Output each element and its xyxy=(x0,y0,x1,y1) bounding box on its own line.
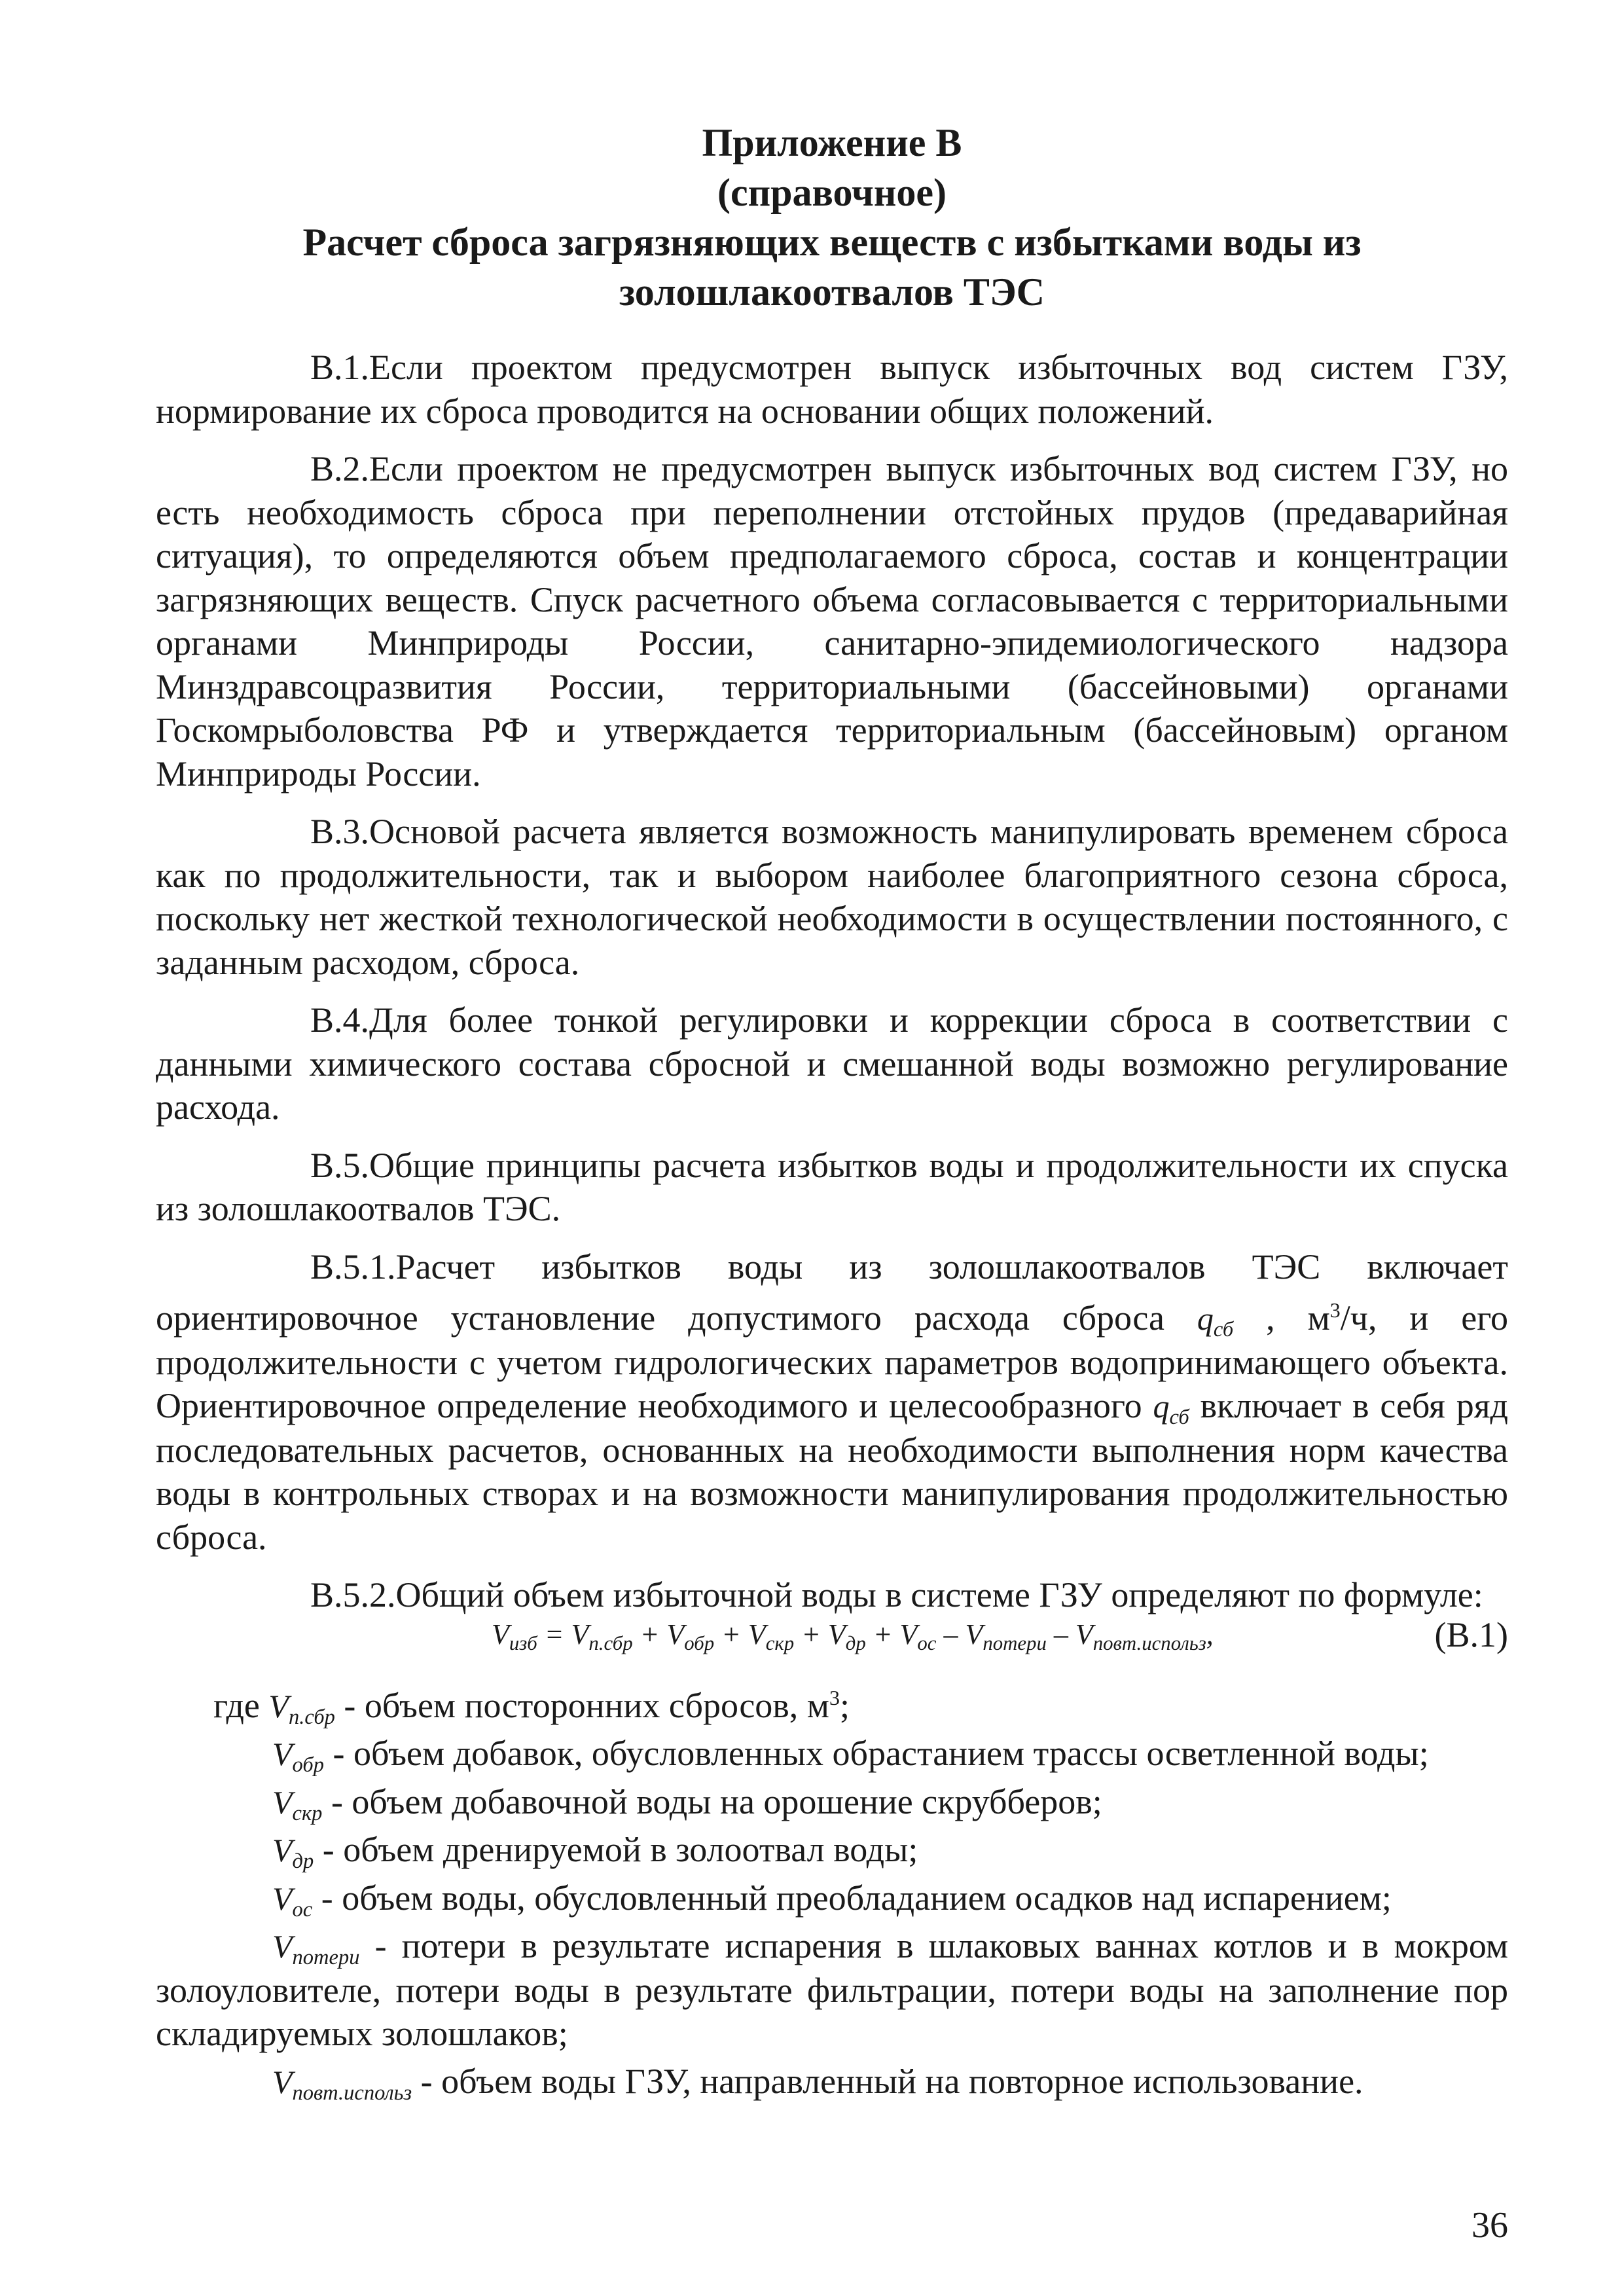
paragraph-b52 xyxy=(156,1573,1508,1617)
formula-b1 xyxy=(156,1613,1508,1656)
appendix-heading xyxy=(156,118,1508,317)
clause-text-a: Расчет избытков воды из золошлакоотвалов ТЭС включает ориентировочное установление допустимого расхода сброса xyxy=(156,1247,1508,1338)
clause-text-d: включает в себя ряд последовательных расчетов, основанных на необходимости выполнения норм качества воды в контрольных створах и на возможности манипулирования продолжительностью сброса. xyxy=(156,1386,1509,1557)
appendix-subtitle: (справочное) xyxy=(717,171,947,214)
clause-text: Основой расчета является возможность манипулировать временем сброса как по продолжительности, так и выбором наиболее благоприятного сезона сброса, поскольку нет жесткой технологической необходимости в осуществлении постоянного, с заданным расходом, сброса. xyxy=(156,812,1508,982)
paragraph-b2 xyxy=(156,447,1508,795)
clause-text: Для более тонкой регулировки и коррекции сброса в соответствии с данными химического состава сбросной и смешанной воды возможно регулирование расхода. xyxy=(156,1000,1508,1127)
paragraph-b1 xyxy=(156,346,1508,433)
paragraph-b5 xyxy=(156,1144,1508,1231)
appendix-title: Приложение В xyxy=(702,121,962,164)
appendix-topic-line1: Расчет сброса загрязняющих веществ с избытками воды из xyxy=(302,221,1362,264)
q-sb-symbol: $q_{сб}$ xyxy=(1197,1300,1234,1341)
where-item-v-povt: $V_{повт.использ}$ - объем воды ГЗУ, направленный на повторное использование. xyxy=(272,2061,1363,2105)
clause-number: В.5.2. xyxy=(310,1575,396,1614)
paragraph-b4 xyxy=(156,998,1508,1129)
document-page xyxy=(156,118,1508,2107)
clause-text: Общие принципы расчета избытков воды и продолжительности их спуска из золошлакоотвалов ТЭС. xyxy=(156,1145,1508,1228)
clause-text: Если проектом не предусмотрен выпуск избыточных вод систем ГЗУ, но есть необходимость сброса при переполнении отстойных прудов (предаварийная ситуация), то определяются объем предполагаемого сброса, состав и концентрации загрязняющих веществ. Спуск расчетного объема согласовывается с территориальными органами Минприроды России, санитарно-эпидемиологического надзора Минздравсоцразвития России, территориальными (бассейновыми) органами Госкомрыболовства РФ и утверждается территориальным (бассейновым) органом Минприроды России. xyxy=(156,449,1508,793)
q-sb-symbol: $q_{сб}$ xyxy=(1153,1388,1189,1429)
paragraph-b3 xyxy=(156,810,1508,984)
clause-number: В.2. xyxy=(310,449,370,488)
cubic-superscript: 3 xyxy=(1329,1298,1341,1322)
clause-number: В.5.1. xyxy=(310,1247,396,1286)
clause-number: В.3. xyxy=(310,812,370,851)
where-item-v-obr: $V_{обр}$ - объем добавок, обусловленных обрастанием трассы осветленной воды; xyxy=(272,1734,1429,1777)
formula-number: (В.1) xyxy=(1434,1614,1508,1654)
where-item-v-dr: $V_{др}$ - объем дренируемой в золоотвал воды; xyxy=(272,1830,918,1873)
clause-number: В.4. xyxy=(310,1000,370,1040)
where-item-v-poteri: $V_{потери}$ - потери в результате испарения в шлаковых ваннах котлов и в мокром золоуловителе, потери воды в результате фильтрации, потери воды на заполнение пор складируемых золошлаков; xyxy=(156,1926,1508,2053)
clause-text-b: , м xyxy=(1233,1298,1330,1338)
clause-number: В.5. xyxy=(310,1145,370,1185)
where-item-v-skr: $V_{скр}$ - объем добавочной воды на орошение скрубберов; xyxy=(272,1781,1102,1825)
appendix-topic-line2: золошлакоотвалов ТЭС xyxy=(619,270,1045,314)
page-number: 36 xyxy=(1471,2205,1508,2246)
formula-expression: $V_{изб} = V_{п.сбр} + V_{обр} + V_{скр} + V_{др} + V_{ос} - V_{потери} - V_{повт.использ}$, xyxy=(492,1618,1214,1654)
clause-text: Если проектом предусмотрен выпуск избыточных вод систем ГЗУ, нормирование их сброса проводится на основании общих положений. xyxy=(156,348,1508,431)
clause-number: В.1. xyxy=(310,348,370,387)
clause-text: Общий объем избыточной воды в системе ГЗУ определяют по формуле: xyxy=(395,1575,1483,1614)
paragraph-b51 xyxy=(156,1245,1508,1559)
where-item-v-os: $V_{ос}$ - объем воды, обусловленный преобладанием осадков над испарением; xyxy=(272,1878,1392,1922)
clause-text-c: /ч, и его продолжительности с учетом гидрологических параметров водопринимающего объекта. Ориентировочное определение необходимого и целесообразного xyxy=(156,1298,1509,1425)
where-item-v-psbr: где $V_{п.сбр}$ - объем посторонних сбросов, $м^3$; xyxy=(213,1685,850,1729)
